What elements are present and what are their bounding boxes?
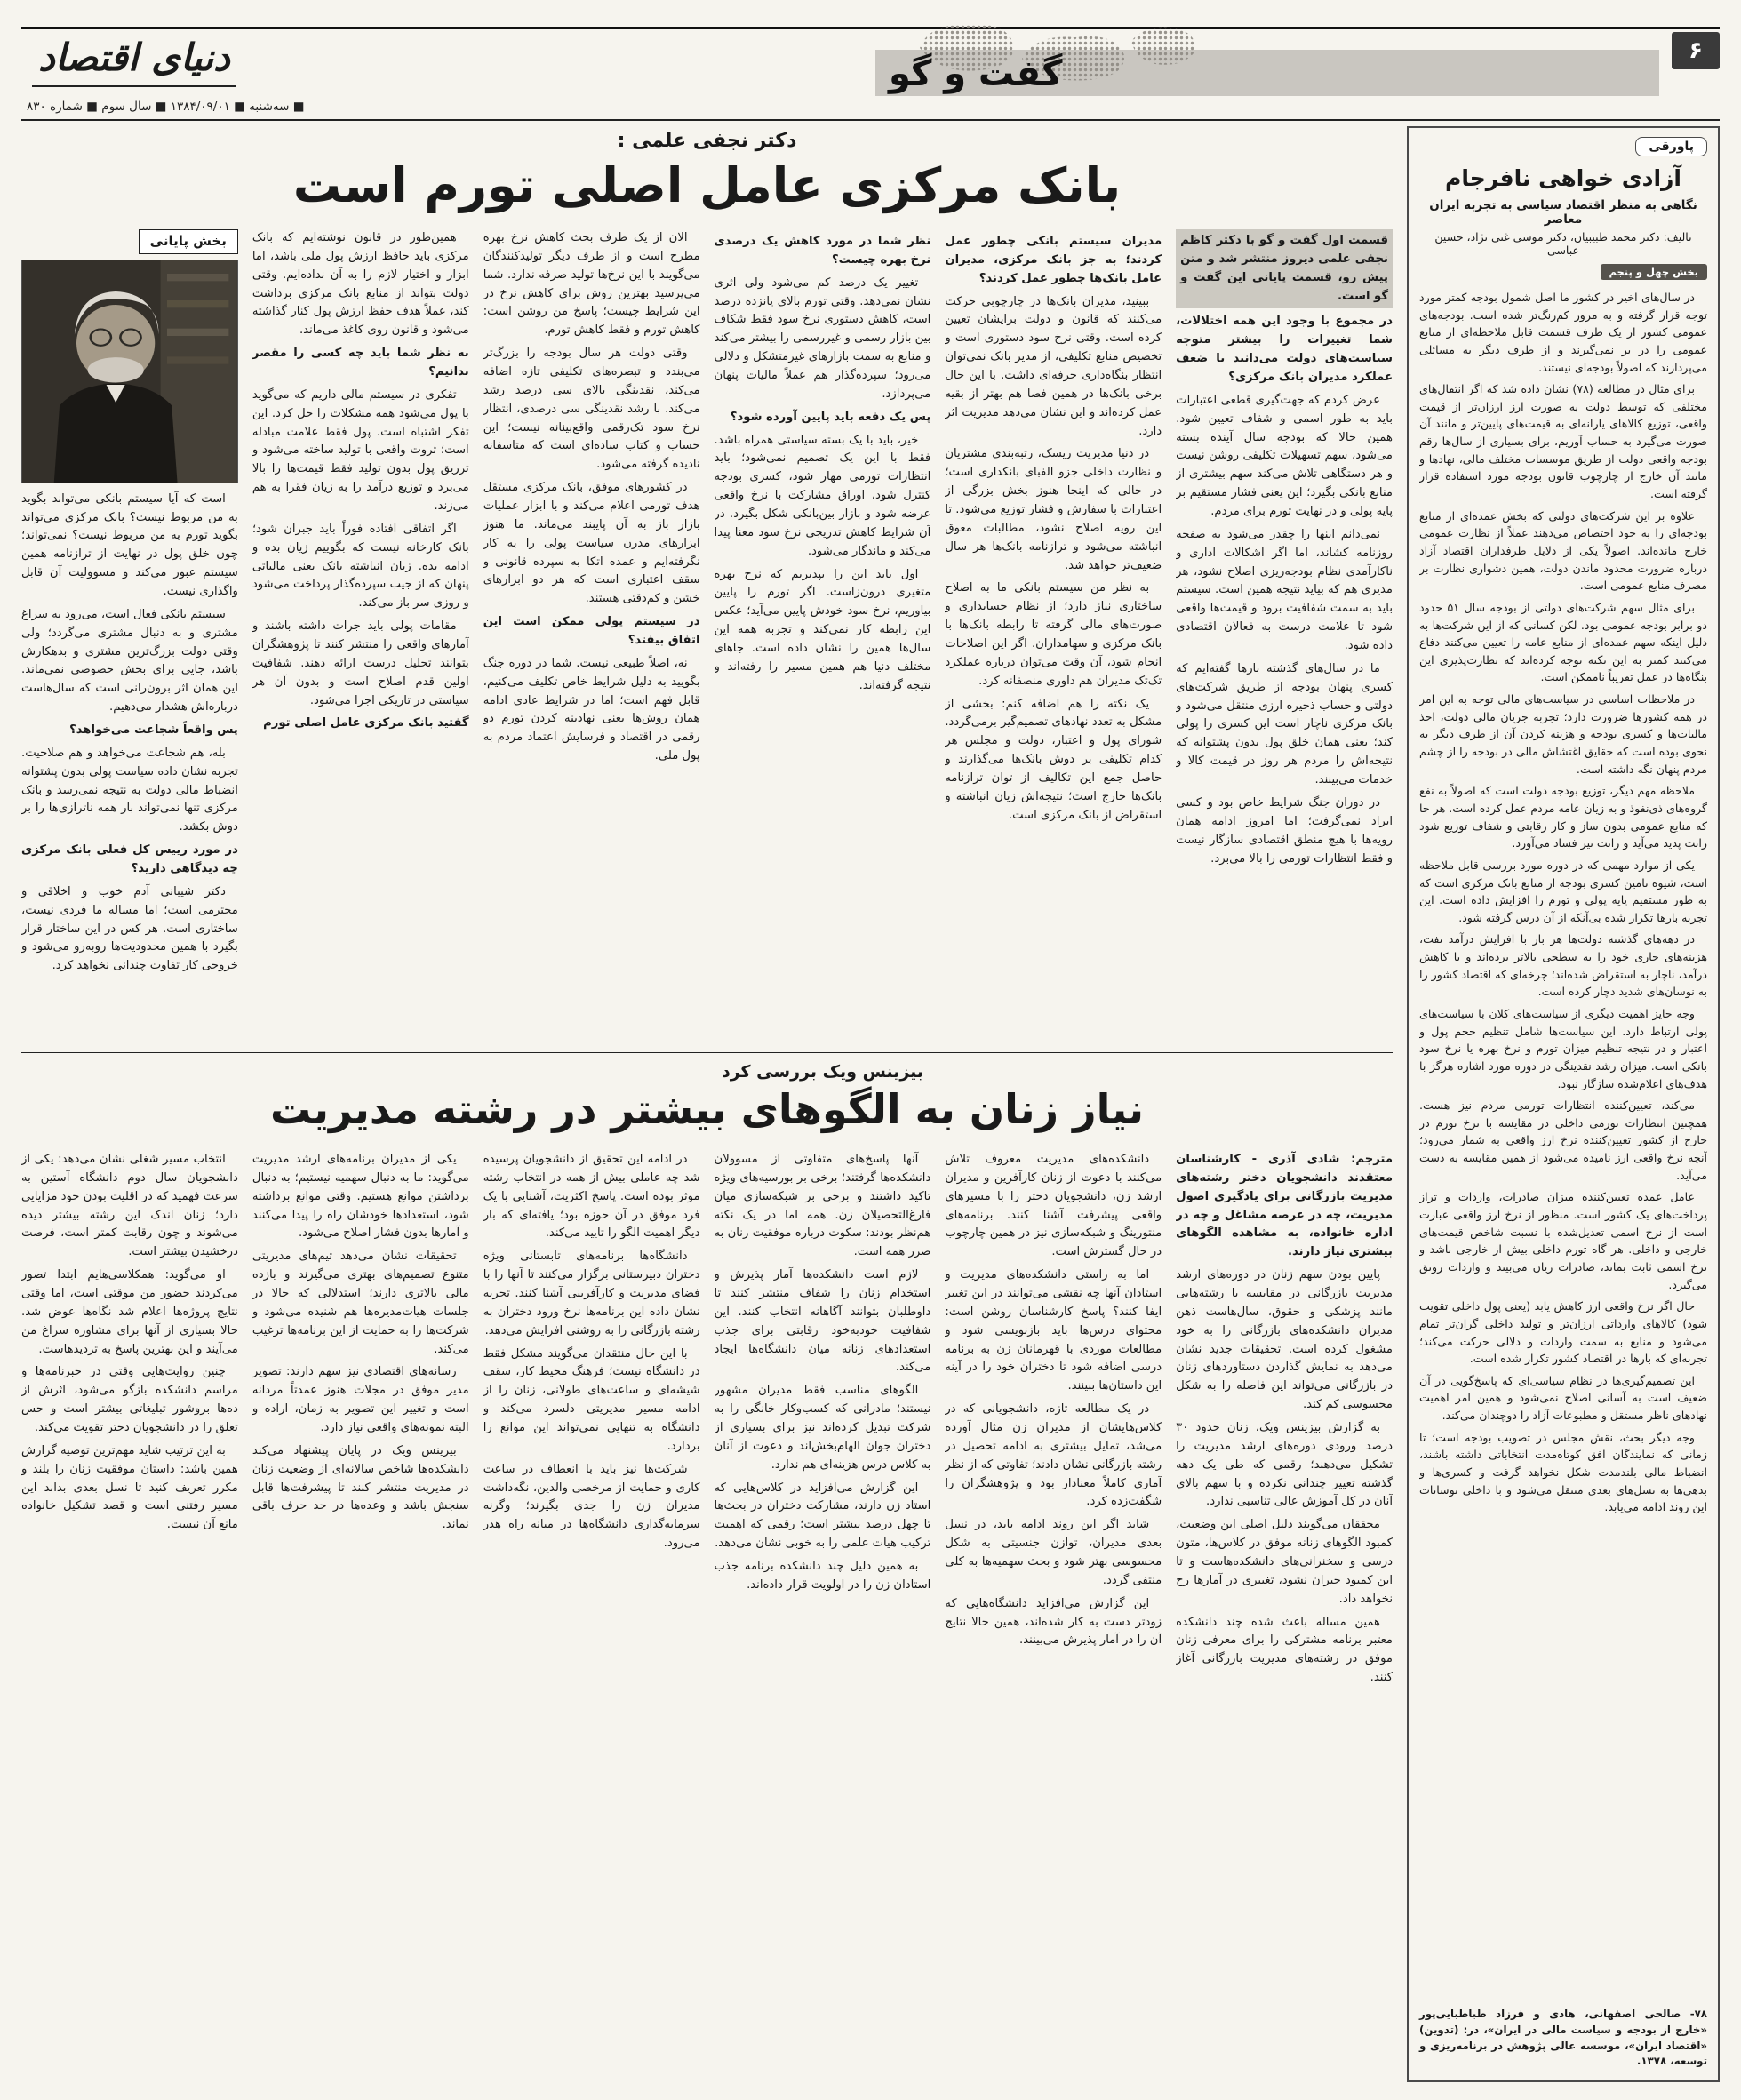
paragraph: در ملاحظات اساسی در سیاست‌های مالی توجه به این امر در همه کشورها ضرورت دارد؛ تجربه جریان مالی دولت، اخذ مالیات‌ها و کسری بودجه و هزینه کردن آن از طرف دیگر به نحوی بوده است که حقایق اغتشاش مالی در بودجه را از چشم مردم پنهان نگه داشته است. xyxy=(1419,692,1707,776)
article2-col-4 xyxy=(483,1151,700,2086)
paragraph: ما در سال‌های گذشته بارها گفته‌ایم که کسری پنهان بودجه از طریق شرکت‌های دولتی و حساب ذخیره ارزی منتقل می‌شود و بانک مرکزی ناچار است این کسری را پولی کند؛ یعنی همان خلق پول بدون پشتوانه که نتیجه‌اش را مردم هر روز در قیمت کالا و خدمات می‌بینند. xyxy=(1176,661,1393,787)
paragraph: عامل عمده تعیین‌کننده میزان صادرات، واردات و تراز پرداخت‌های یک کشور است. منظور از نرخ ارز واقعی عبارت است از نرخ اسمی تعدیل‌شده با نسبت شاخص قیمت‌های خارجی و داخلی. هر گاه تورم داخلی بیش از خارجی باشد و نرخ اسمی ثابت بماند، صادرات زیان می‌بیند و واردات رونق می‌گیرد. xyxy=(1419,1190,1707,1291)
article2-col-3 xyxy=(715,1151,931,2086)
article2-col-6 xyxy=(21,1151,238,2086)
paragraph: همین‌طور در قانون نوشته‌ایم که بانک مرکزی باید حافظ ارزش پول ملی باشد، اما ابزار و اختیار لازم را به آن نداده‌ایم. وقتی دولت بتواند از منابع بانک مرکزی برداشت کند، عملاً هدف حفظ ارزش پول کنار گذاشته می‌شود و قانون روی کاغذ می‌ماند. xyxy=(252,231,469,338)
paragraph: در سال‌های اخیر در کشور ما اصل شمول بودجه کمتر مورد توجه قرار گرفته و به مرور کم‌رنگ‌تر شده است. بودجه‌های عمومی کشور از یک طرف قسمت قابل ملاحظه‌ای از منابع عمومی را در بر نمی‌گیرند و از طرف دیگر به مسائلی می‌پردازند که اصولاً بودجه‌ای نیستند. xyxy=(1419,291,1707,374)
paragraph: وجه دیگر بحث، نقش مجلس در تصویب بودجه است؛ تا زمانی که نمایندگان افق کوتاه‌مدت انتخاباتی داشته باشند، انضباط مالی بلندمدت شکل نخواهد گرفت و کسری‌ها و بدهی‌ها به نسل‌های بعدی منتقل می‌شود و با داخلی نوسانات این روند ادامه می‌یابد. xyxy=(1419,1430,1707,1514)
section-title: گفت و گو xyxy=(889,53,1063,94)
paragraph: تفکری در سیستم مالی داریم که می‌گوید با پول می‌شود همه مشکلات را حل کرد. این تفکر اشتباه است. پول فقط علامت مبادله است؛ ثروت واقعی با تولید ساخته می‌شود و تزریق پول بدون تولید فقط قیمت‌ها را بالا می‌برد و توزیع درآمد را به زیان فقرا به هم می‌زند. xyxy=(252,387,469,514)
paragraph: عرض کردم که جهت‌گیری قطعی اعتبارات باید به طور اسمی و شفاف تعیین شود. همین حالا که بودجه سال آینده بسته می‌شود، سهم تسهیلات تکلیفی روشن نیست و هر دستگاهی تلاش می‌کند سهم بیشتری از منابع بانکی بگیرد؛ این یعنی فشار مستقیم بر پایه پولی و در نهایت تورم برای مردم. xyxy=(1176,393,1393,519)
paragraph: شاید اگر این روند ادامه یابد، در نسل بعدی مدیران، توازن جنسیتی به شکل محسوسی بهتر شود و بحث سهمیه‌ها به کلی منتفی گردد. xyxy=(945,1518,1162,1587)
serial-body xyxy=(1419,289,1707,1992)
paragraph: این گزارش می‌افزاید در کلاس‌هایی که استاد زن دارند، مشارکت دختران در بحث‌ها تا چهل درصد بیشتر است؛ رقمی که اهمیت ترکیب هیات علمی را به خوبی نشان می‌دهد. xyxy=(714,1481,931,1551)
paragraph: انتخاب مسیر شغلی نشان می‌دهد: یکی از دانشجویان سال دوم دانشگاه آستین به سرعت فهمید که در اقلیت بودن خود مزایایی دارد؛ زنان اندک این رشته بیشتر دیده می‌شوند و چون رقابت کمتر است، فرصت درخشیدن بیشتر است. xyxy=(21,1153,238,1259)
paragraph: در دهه‌های گذشته دولت‌ها هر بار با افزایش درآمد نفت، هزینه‌های جاری خود را به سطحی بالاتر برده‌اند و با کاهش درآمد، ناچار به استقراض شده‌اند؛ چرخه‌ای که اقتصاد کشور را به نوسان‌های شدید دچار کرده است. xyxy=(1419,932,1707,999)
paragraph: به گزارش بیزینس ویک، زنان حدود ۳۰ درصد ورودی دوره‌های ارشد مدیریت را تشکیل می‌دهند؛ رقمی که طی یک دهه گذشته تغییر چندانی نکرده و با سهم بالای آنان در کل آموزش عالی تناسبی ندارد. xyxy=(1176,1421,1393,1509)
paragraph: اما به راستی دانشکده‌های مدیریت و استادان آنها چه نقشی می‌توانند در این تغییر ایفا کنند؟ پاسخ کارشناسان روشن است: محتوای درس‌ها باید بازنویسی شود و مطالعات موردی با قهرمانان زن به برنامه درسی اضافه شود تا دختران خود را در آینه این داستان‌ها ببینند. xyxy=(945,1268,1162,1393)
article2-col-5 xyxy=(252,1151,469,2086)
paragraph: حال اگر نرخ واقعی ارز کاهش یابد (یعنی پول داخلی تقویت شود) کالاهای وارداتی ارزان‌تر و تولید داخلی گران‌تر تمام می‌شود و منابع به سمت واردات و دلالی حرکت می‌کند؛ تجربه‌ای که بارها در اقتصاد کشور تکرار شده است. xyxy=(1419,1299,1707,1366)
paragraph: برای مثال در مطالعه (۷۸) نشان داده شد که اگر انتقال‌های مختلفی که توسط دولت به صورت ارز ارزان‌تر از قیمت واقعی، توزیع کالاهای یارانه‌ای به قیمت‌های پایین‌تر و مانند آن صورت می‌گیرد به حساب آوریم، برای بسیاری از سال‌ها رقم بودجه واقعی دولت از طریق موسسات مختلف مالی، نهادها و مانند آن خارج از چارچوب قانون بودجه مورد استفاده قرار گرفته است. xyxy=(1419,382,1707,501)
paragraph: دکتر شیبانی آدم خوب و اخلاقی و محترمی است؛ اما مساله ما فردی نیست، ساختاری است. هر کس در این ساختار قرار بگیرد با همین محدودیت‌ها روبه‌رو می‌شود و خروجی کار تفاوت چندانی نخواهد کرد. xyxy=(21,884,238,973)
paragraph: وقتی دولت هر سال بودجه را بزرگ‌تر می‌بندد و تبصره‌های تکلیفی تازه اضافه می‌کند، نقدینگی بالای سی درصد رشد می‌کند. با رشد نقدینگی سی درصدی، انتظار نرخ سود تک‌رقمی واقع‌بینانه نیست؛ این حساب و کتاب ساده‌ای است که متاسفانه نادیده گرفته می‌شود. xyxy=(483,347,700,472)
paragraph: به نظر من سیستم بانکی ما به اصلاح ساختاری نیاز دارد؛ از نظام حسابداری و صورت‌های مالی گرفته تا رابطه بانک‌ها با بانک مرکزی و سهامداران. اگر این اصلاحات انجام شود، آن وقت می‌توان درباره عملکرد تک‌تک مدیران هم داوری منصفانه کرد. xyxy=(945,581,1162,688)
paragraph: سیستم بانکی فعال است، می‌رود به سراغ مشتری و به دنبال مشتری می‌گردد؛ ولی وقتی دولت بزرگ‌ترین مشتری و بدهکارش باشد، جایی برای بخش خصوصی نمی‌ماند. این همان اثر برون‌رانی است که سال‌هاست درباره‌اش هشدار می‌دهیم. xyxy=(21,607,238,715)
interview-photo xyxy=(21,260,238,483)
article1-col-3 xyxy=(715,229,931,1040)
paragraph: شرکت‌ها نیز باید با انعطاف در ساعت کاری و حمایت از مرخصی والدین، نگه‌داشت مدیران زن را جدی بگیرند؛ وگرنه سرمایه‌گذاری دانشگاه‌ها در میانه راه هدر می‌رود. xyxy=(483,1462,700,1551)
paragraph: علاوه بر این شرکت‌های دولتی که بخش عمده‌ای از منابع بودجه‌ای را به خود اختصاص می‌دهند عملاً از نظارت عمومی خارج مانده‌اند. اصولاً یکی از دلایل طرفداران اقتصاد آزاد درباره ضرورت محدود ماندن دولت، همین دشواری نظارت بر مصرف منابع عمومی است. xyxy=(1419,508,1707,593)
article2-col-2 xyxy=(945,1151,1162,2086)
paragraph: وجه حایز اهمیت دیگری از سیاست‌های کلان با سیاست‌های پولی ارتباط دارد. این سیاست‌ها شامل تنظیم حجم پول و اعتبار و در نتیجه تنظیم میزان تورم و نرخ بهره یا نرخ سود بانکی است. میزان رشد نقدینگی در دوره مورد اشاره هرگز با هدف‌های اعلام‌شده سازگار نبود. xyxy=(1419,1006,1707,1090)
paragraph: برای مثال سهم شرکت‌های دولتی از بودجه سال ۵۱ حدود دو برابر بودجه عمومی بود. لکن کسانی که از این شرکت‌ها به دلیل اینکه سهم عمده‌ای از منابع عامه را تعیین می‌کنند دفاع می‌کنند کمتر به این نکته توجه کرده‌اند که نظارت‌پذیری این بنگاه‌ها در عمل تقریباً ناممکن است. xyxy=(1419,600,1707,684)
serial-part-badge: بخش چهل و پنجم xyxy=(1601,264,1708,280)
paragraph: الگوهای مناسب فقط مدیران مشهور نیستند؛ مادرانی که کسب‌وکار خانگی را به شرکت تبدیل کرده‌اند نیز برای بسیاری از دختران جوان الهام‌بخش‌اند و دعوت از آنان به کلاس درس هزینه‌ای هم ندارد. xyxy=(714,1384,931,1472)
paragraph: یک نکته را هم اضافه کنم: بخشی از مشکل به تعدد نهادهای تصمیم‌گیر برمی‌گردد. شورای پول و اعتبار، دولت و مجلس هر کدام تکلیفی بر دوش بانک‌ها می‌گذارند و حاصل جمع این تکالیف از توان ترازنامه بانک‌ها خارج است؛ نتیجه‌اش زیان انباشته و استقراض از بانک مرکزی است. xyxy=(945,697,1162,822)
article1-col-2 xyxy=(945,229,1162,1040)
article1-col-6-text xyxy=(21,491,238,976)
article2-kicker: بیزینس ویک بررسی کرد xyxy=(721,1062,924,1082)
article1-col-5 xyxy=(252,229,469,1040)
serial-title: آزادی خواهی نافرجام xyxy=(1445,165,1681,191)
serial-authors: تالیف: دکتر محمد طبیبیان، دکتر موسی غنی نژاد، حسین عباسی xyxy=(1434,230,1692,257)
paragraph: در دوران جنگ شرایط خاص بود و کسی ایراد نمی‌گرفت؛ اما امروز ادامه همان رویه‌ها با هیچ منطق اقتصادی سازگار نیست و فقط انتظارات تورمی را بالا می‌برد. xyxy=(1176,795,1393,866)
paragraph: در کشورهای موفق، بانک مرکزی مستقل هدف تورمی اعلام می‌کند و با ابزار عملیات بازار باز به آن پایبند می‌ماند. ما هنوز ابزارهای مدرن سیاست پولی را به کار نگرفته‌ایم و عمده اتکا به سپرده قانونی و سقف اعتباری است که هر دو ابزارهای خشن و کم‌دقتی هستند. xyxy=(483,481,700,606)
article-women-management xyxy=(21,1062,1393,2086)
paragraph: رسانه‌های اقتصادی نیز سهم دارند: تصویر مدیر موفق در مجلات هنوز عمدتاً مردانه است و تغییر این تصویر به زمان، اراده و البته نمونه‌های واقعی نیاز دارد. xyxy=(252,1365,469,1435)
dateline: ■ سه‌شنبه ■ ۱۳۸۴/۰۹/۰۱ ■ سال سوم ■ شماره ۸۳۰ xyxy=(27,100,305,114)
paragraph: خیر، باید با یک بسته سیاستی همراه باشد. فقط با این یک تصمیم نمی‌شود؛ باید انتظارات تورمی مهار شود، کسری بودجه کنترل شود، اوراق مشارکت با نرخ واقعی عرضه شود و بازار بین‌بانکی شکل بگیرد. در آن شرایط کاهش تدریجی نرخ سود معنا پیدا می‌کند و ماندگار می‌شود. xyxy=(714,433,931,558)
article2-col-1 xyxy=(1176,1151,1393,2086)
article1-headline: بانک مرکزی عامل اصلی تورم است xyxy=(292,157,1122,213)
paragraph: ملاحظه مهم دیگر، توزیع بودجه دولت است که اصولاً به نفع گروه‌های ذی‌نفوذ و به زیان عامه مردم عمل کرده است. هر جا که منابع عمومی بدون ساز و کار رقابتی و شفاف توزیع شود رانت پدید می‌آید و رانت نیز فساد می‌آورد. xyxy=(1419,784,1707,850)
paragraph: مدیران سیستم بانکی چطور عمل کردند؛ به جز بانک مرکزی، مدیران عامل بانک‌ها چطور عمل کردند؟ xyxy=(945,235,1162,285)
header-rule xyxy=(21,119,1720,121)
paragraph: در ادامه این تحقیق از دانشجویان پرسیده شد چه عاملی بیش از همه در انتخاب رشته موثر بوده است. پاسخ اکثریت، آشنایی با یک فرد موفق در آن حوزه بود؛ یافته‌ای که بار دیگر اهمیت الگو را تایید می‌کند. xyxy=(483,1153,700,1241)
paragraph: به نظر شما باید چه کسی را مقصر بدانیم؟ xyxy=(252,347,469,379)
final-part-tag: بخش پایانی xyxy=(139,229,238,254)
paragraph: با این حال منتقدان می‌گویند مشکل فقط در دانشگاه نیست؛ فرهنگ محیط کار، سقف شیشه‌ای و ساعت‌های طولانی، زنان را از ادامه مسیر مدیریتی دلسرد می‌کند و دانشگاه به تنهایی نمی‌تواند این موانع را بردارد. xyxy=(483,1346,700,1453)
paragraph: مقامات پولی باید جرات داشته باشند و آمارهای واقعی را منتشر کنند تا پژوهشگران بتوانند تحلیل درست ارائه دهند. شفافیت اولین قدم اصلاح است و بدون آن هر سیاستی در تاریکی اجرا می‌شود. xyxy=(252,619,469,707)
article1-kicker: دکتر نجفی علمی : xyxy=(617,130,797,152)
top-rule xyxy=(21,27,1720,29)
paragraph: نمی‌دانم اینها را چقدر می‌شود به صفحه روزنامه کشاند، اما اگر اشکالات اداری و ناکارآمدی نظام بودجه‌ریزی اصلاح نشود، هر مدیری هم که بیاید نتیجه همین است. سیستم باید به سمت شفافیت برود و قیمت‌ها واقعی شود تا علامت درست به فعالان اقتصادی داده شود. xyxy=(1176,527,1393,653)
paragraph: تحقیقات نشان می‌دهد تیم‌های مدیریتی متنوع تصمیم‌های بهتری می‌گیرند و بازده مالی بالاتری دارند؛ استدلالی که حالا در جلسات هیات‌مدیره‌ها هم شنیده می‌شود و شرکت‌ها را به حمایت از این برنامه‌ها ترغیب می‌کند. xyxy=(252,1250,469,1356)
paragraph: قسمت اول گفت و گو با دکتر کاظم نجفی علمی دیروز منتشر شد و متن پیش رو، قسمت پایانی این گفت و گو است. xyxy=(1176,229,1393,308)
article1-columns xyxy=(21,229,1393,1040)
paragraph: تغییر یک درصد کم می‌شود ولی اثری نشان نمی‌دهد. وقتی تورم بالای پانزده درصد است، کاهش دستوری نرخ سود فقط شکاف بین بازار رسمی و غیررسمی را بیشتر می‌کند و منابع به سمت بازارهای غیرمتشکل و دلالی می‌رود؛ سپرده‌گذار هم عملاً مالیات پنهان می‌پردازد. xyxy=(714,275,931,401)
paragraph: می‌کند، تعیین‌کننده انتظارات تورمی مردم نیز هست. همچنین انتظارات تورمی داخلی در مقایسه با نرخ تورم در خارج از کشور تعیین‌کننده نرخ ارز واقعی به شمار می‌رود؛ آنچه نرخ واقعی ارز نامیده می‌شود از همین مقایسه به دست می‌آید. xyxy=(1419,1098,1707,1182)
paragraph: در سیستم پولی ممکن است این اتفاق بیفتد؟ xyxy=(483,615,700,648)
paragraph: به این ترتیب شاید مهم‌ترین توصیه گزارش همین باشد: داستان موفقیت زنان را بلند و مکرر تعریف کنید تا نسل بعدی بداند این مسیر رفتنی است و قصد تشکیل خانواده مانع آن نیست. xyxy=(21,1443,238,1532)
paragraph: ببینید، مدیران بانک‌ها در چارچوبی حرکت می‌کنند که قانون و دولت برایشان تعیین کرده است. وقتی نرخ سود دستوری است و تخصیص منابع تکلیفی، از مدیر بانک نمی‌توان انتظار بنگاه‌داری حرفه‌ای داشت. با این حال برخی بانک‌ها در همین فضا هم بهتر از بقیه عمل کرده‌اند و این نشان می‌دهد مدیریت اثر دارد. xyxy=(945,294,1162,438)
serial-footnote: ۷۸- صالحی اصفهانی، هادی و فرزاد طباطبایی‌پور «خارج از بودجه و سیاست مالی در ایران»، در: (تدوین) «اقتصاد ایران»، موسسه عالی پژوهش در برنامه‌ریزی و توسعه، ۱۳۷۸. xyxy=(1419,2000,1707,2070)
main-content xyxy=(21,126,1393,2086)
paragraph: است که آیا سیستم بانکی می‌تواند بگوید به من مربوط نیست؟ بانک مرکزی می‌تواند بگوید تورم به من مربوط نیست؟ نمی‌تواند؛ چون خلق پول در نهایت از ترازنامه همین سیستم عبور می‌کند و مسوولیت آن قابل واگذاری نیست. xyxy=(21,491,238,598)
article2-headline: نیاز زنان به الگوهای بیشتر در رشته مدیریت xyxy=(270,1085,1144,1133)
paragraph: اگر اتفاقی افتاده فوراً باید جبران شود؛ بانک کارخانه نیست که بگوییم زیان بده و ادامه بده. زیان انباشته بانک یعنی مالیاتی پنهان که از جیب سپرده‌گذار پرداخت می‌شود و روزی سر باز می‌کند. xyxy=(252,522,469,611)
paragraph: یکی از موارد مهمی که در دوره مورد بررسی قابل ملاحظه است، شیوه تامین کسری بودجه از منابع بانک مرکزی است که به طور مستقیم پایه پولی و تورم را افزایش داده است. این تجربه بارها تکرار شده بی‌آنکه از آن درس گرفته شود. xyxy=(1419,858,1707,924)
paragraph: پس واقعاً شجاعت می‌خواهد؟ xyxy=(69,723,238,737)
paragraph: به همین دلیل چند دانشکده برنامه جذب استادان زن را در اولویت قرار داده‌اند. xyxy=(714,1560,931,1592)
paragraph: دانشکده‌های مدیریت معروف تلاش می‌کنند با دعوت از زنان کارآفرین و مدیران ارشد زن، دانشجویان دختر را با مسیرهای واقعی پیشرفت آشنا کنند. برنامه‌های منتورینگ و شبکه‌سازی نیز در همین چارچوب در حال گسترش است. xyxy=(945,1153,1162,1259)
paragraph: در دنیا مدیریت ریسک، رتبه‌بندی مشتریان و نظارت داخلی جزو الفبای بانکداری است؛ در حالی که اینجا هنوز بخش بزرگی از اعتبارات با سفارش و فشار توزیع می‌شود. تا این رویه اصلاح نشود، مطالبات معوق انباشته می‌شود و ترازنامه بانک‌ها هر سال ضعیف‌تر خواهد شد. xyxy=(945,447,1162,572)
paragraph: اول باید این را بپذیریم که نرخ بهره متغیری درون‌زاست. اگر تورم را پایین بیاوریم، نرخ سود خودش پایین می‌آید؛ عکس این رابطه کار نمی‌کند و تجربه همه این سال‌ها همین را نشان داده است. جاهای مختلف دنیا هم همین مسیر را رفته‌اند و نتیجه گرفته‌اند. xyxy=(714,567,931,692)
paragraph: نظر شما در مورد کاهش یک درصدی نرخ بهره چیست؟ xyxy=(714,235,931,267)
paragraph: بیزینس ویک در پایان پیشنهاد می‌کند دانشکده‌ها شاخص سالانه‌ای از وضعیت زنان در مدیریت منتشر کنند تا پیشرفت‌ها قابل سنجش باشد و وعده‌ها در حد حرف باقی نماند. xyxy=(252,1443,469,1532)
paragraph: او می‌گوید: همکلاسی‌هایم ابتدا تصور می‌کردند حضور من موقتی است، اما وقتی نتایج پروژه‌ها اعلام شد نگاه‌ها عوض شد. حالا بسیاری از آنها برای مشاوره سراغ من می‌آیند و این بهترین پاسخ به تردیدهاست. xyxy=(21,1268,238,1356)
photo-block xyxy=(21,229,238,483)
paragraph: الان از یک طرف بحث کاهش نرخ بهره مطرح است و از طرف دیگر تولیدکنندگان می‌گویند با این نرخ‌ها تولید صرفه ندارد. شما می‌پرسید بهترین روش برای کاهش نرخ در این شرایط چیست؛ پاسخ من روشن است: کاهش تورم و فقط کاهش تورم. xyxy=(483,231,700,338)
paragraph: محققان می‌گویند دلیل اصلی این وضعیت، کمبود الگوهای زنانه موفق در کلاس‌ها، متون درسی و سخنرانی‌های دانشکده‌هاست و تا این کمبود جبران نشود، تغییری در آمارها رخ نخواهد داد. xyxy=(1176,1518,1393,1606)
paragraph: این تصمیم‌گیری‌ها در نظام سیاسی‌ای که پاسخ‌گویی در آن ضعیف است به آسانی اصلاح نمی‌شود و همین امر اهمیت نهادهای ناظر مستقل و مطبوعات آزاد را دوچندان می‌کند. xyxy=(1419,1373,1707,1423)
article-divider xyxy=(21,1052,1393,1053)
paragraph: در مجموع با وجود این همه اختلالات، شما تغییرات را بیشتر متوجه سیاست‌های دولت می‌دانید یا ضعف عملکرد مدیران بانک مرکزی؟ xyxy=(1176,315,1393,385)
paragraph: نه، اصلاً طبیعی نیست. شما در دوره جنگ بگویید به دلیل شرایط خاص تکلیف می‌کنیم، قابل فهم است؛ اما در شرایط عادی ادامه همان روش‌ها یعنی نهادینه کردن تورم دو رقمی در اقتصاد و فرسایش اعتماد مردم به پول ملی. xyxy=(483,656,700,763)
paragraph: در مورد رییس کل فعلی بانک مرکزی چه دیدگاهی دارید؟ xyxy=(21,843,238,876)
article-central-bank xyxy=(21,130,1393,1040)
paragraph: مترجم: شادی آذری - کارشناسان معتقدند دانشجویان دختر رشته‌های مدیریت بازرگانی برای یادگیری اصول مدیریت، چه در عرصه مشاغل و چه در اداره خانواده، به مشاهده الگوهای بیشتری نیاز دارند. xyxy=(1176,1153,1393,1259)
page-number-badge: ۶ xyxy=(1672,32,1720,69)
article1-col-1 xyxy=(1176,229,1393,1040)
paragraph: در یک مطالعه تازه، دانشجویانی که در کلاس‌هایشان از مدیران زن مثال آورده می‌شد، تمایل بیشتری به ادامه تحصیل در رشته بازرگانی نشان دادند؛ تفاوتی که از نظر آماری کاملاً معنادار بود و پژوهشگران را شگفت‌زده کرد. xyxy=(945,1402,1162,1509)
paragraph: دانشگاه‌ها برنامه‌های تابستانی ویژه دختران دبیرستانی برگزار می‌کنند تا آنها را با فضای مدیریت و کارآفرینی آشنا کنند. تجربه نشان داده این برنامه‌ها نرخ ورود دختران به رشته بازرگانی را به روشنی افزایش می‌دهد. xyxy=(483,1250,700,1337)
paragraph: یکی از مدیران برنامه‌های ارشد مدیریت می‌گوید: ما به دنبال سهمیه نیستیم؛ به دنبال برداشتن موانع هستیم. وقتی موانع برداشته شود، استعدادها خودشان راه را پیدا می‌کنند و آمارها بدون فشار اصلاح می‌شود. xyxy=(252,1153,469,1241)
paragraph: گفتید بانک مرکزی عامل اصلی تورم xyxy=(263,716,469,731)
paragraph: چنین روایت‌هایی وقتی در خبرنامه‌ها و مراسم دانشکده بازگو می‌شود، اثرش از ده‌ها بروشور تبلیغاتی بیشتر است و حس تعلق را در دانشجویان دختر تقویت می‌کند. xyxy=(21,1365,238,1435)
paragraph: آنها پاسخ‌های متفاوتی از مسوولان دانشکده‌ها گرفتند؛ برخی بر بورسیه‌های ویژه تاکید داشتند و برخی بر شبکه‌سازی میان فارغ‌التحصیلان زن. همه اما در یک نکته هم‌نظر بودند: سکوت درباره موفقیت زنان به ضرر همه است. xyxy=(714,1153,931,1259)
article2-columns xyxy=(21,1151,1393,2086)
article1-col-4 xyxy=(483,229,700,1040)
paragraph: همین مساله باعث شده چند دانشکده معتبر برنامه مشترکی را برای معرفی زنان موفق در رشته‌های مدیریت بازرگانی آغاز کنند. xyxy=(1176,1615,1393,1685)
paragraph: لازم است دانشکده‌ها آمار پذیرش و استخدام زنان را شفاف منتشر کنند تا داوطلبان بتوانند آگاهانه انتخاب کنند. این شفافیت خودبه‌خود رقابتی برای جذب استعدادهای زنانه میان دانشگاه‌ها ایجاد می‌کند. xyxy=(714,1268,931,1375)
paragraph: پس یک دفعه باید پایین آورده شود؟ xyxy=(730,410,931,424)
article1-col-6 xyxy=(21,229,238,1040)
serial-tab: پاورقی xyxy=(1635,137,1707,156)
paragraph: این گزارش می‌افزاید دانشگاه‌هایی که زودتر دست به کار شده‌اند، همین حالا نتایج آن را در آمار پذیرش می‌بینند. xyxy=(945,1596,1162,1648)
serial-subtitle: نگاهی به منظر اقتصاد سیاسی به تجربه ایران معاصر xyxy=(1429,198,1697,227)
serial-column xyxy=(1407,126,1720,2082)
newspaper-logo: دنیای اقتصاد xyxy=(32,36,236,87)
paragraph: پایین بودن سهم زنان در دوره‌های ارشد مدیریت بازرگانی در مقایسه با رشته‌هایی مانند پزشکی و حقوق، سال‌هاست ذهن مدیران دانشکده‌های بازرگانی را به خود مشغول کرده است. تحقیقات جدید نشان می‌دهد به نمایش گذاردن دستاوردهای زنان در بازرگانی می‌تواند این فاصله را به شکل محسوسی کم کند. xyxy=(1176,1268,1393,1412)
paragraph: بله، هم شجاعت می‌خواهد و هم صلاحیت. تجربه نشان داده سیاست پولی بدون پشتوانه انضباط مالی دولت به نتیجه نمی‌رسد و بانک مرکزی تنها نمی‌تواند بار همه ناترازی‌ها را بر دوش بکشد. xyxy=(21,746,238,834)
